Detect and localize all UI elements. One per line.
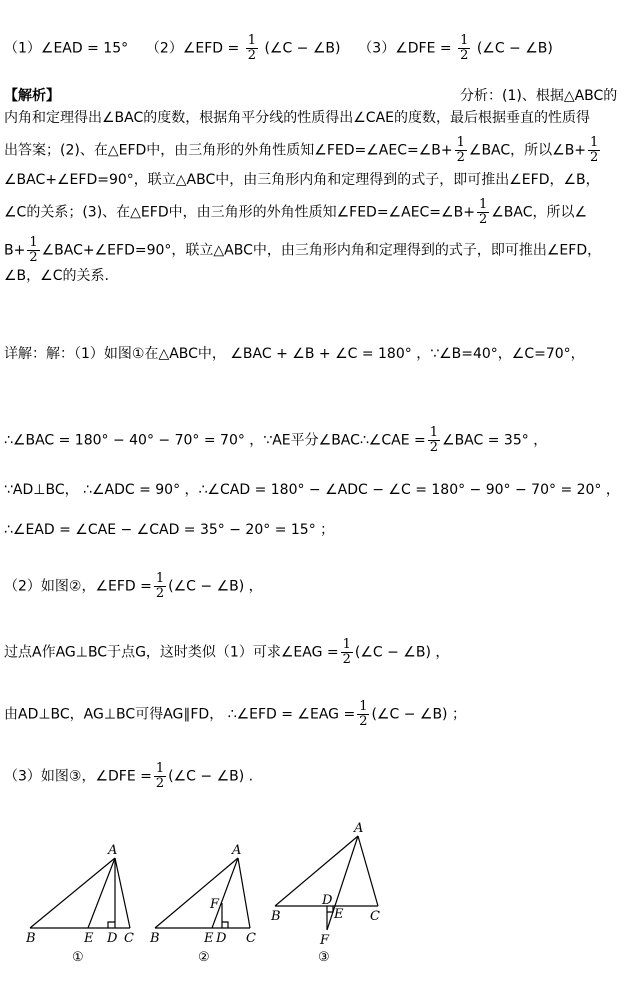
figure-1 bbox=[30, 858, 130, 928]
fraction: $\frac{1}{2}$ bbox=[342, 637, 351, 667]
analysis-line: ∠B，∠C的关系. bbox=[4, 268, 109, 284]
analysis-line: ∠C的关系；(3)、在△EFD中，由三角形的外角性质知∠FED=∠AEC=∠B+ $\frac{1}{2}$ ∠BAC，所以∠ bbox=[4, 197, 588, 227]
fig2-label-F: F bbox=[210, 897, 220, 912]
solution-line: 由AD⊥BC，AG⊥BC可得AG∥FD， ∴∠EFD = ∠EAG = $\frac{1}{2}$ (∠C − ∠B) ； bbox=[4, 699, 466, 729]
solution-line: 详解：解：（1）如图①在△ABC中， ∠BAC + ∠B + ∠C = 180° ，∵∠B=40°，∠C=70°， bbox=[4, 346, 585, 362]
fig3-label-A: A bbox=[354, 821, 364, 836]
fraction: $\frac{1}{2}$ bbox=[460, 33, 469, 63]
fraction: $\frac{1}{2}$ bbox=[590, 135, 599, 165]
answer-part3: （3）∠DFE = bbox=[358, 40, 452, 57]
solution-line: （2）如图②，∠EFD = $\frac{1}{2}$ (∠C − ∠B) ， bbox=[4, 571, 263, 601]
analysis-intro: 分析：(1)、根据△ABC的 bbox=[460, 88, 618, 104]
fig1-label-B: B bbox=[26, 931, 36, 946]
solution-line: ∴∠BAC = 180° − 40° − 70° = 70° ，∵AE平分∠BAC∴∠CAE = $\frac{1}{2}$ ∠BAC = 35° ， bbox=[4, 425, 548, 455]
fig3-label-C: C bbox=[370, 909, 380, 924]
analysis-heading: 【解析】 bbox=[4, 88, 60, 104]
solution-line: 过点A作AG⊥BC于点G，这时类似（1）可求∠EAG = $\frac{1}{2}$ (∠C − ∠B) ， bbox=[4, 637, 450, 667]
fig2-number: ② bbox=[198, 950, 210, 965]
fraction: $\frac{1}{2}$ bbox=[247, 33, 256, 63]
fig2-label-A: A bbox=[232, 843, 242, 858]
fig2-label-D: D bbox=[216, 931, 227, 946]
fraction: $\frac{1}{2}$ bbox=[155, 571, 165, 601]
fig3-label-D: D bbox=[322, 893, 333, 908]
fraction: $\frac{1}{2}$ bbox=[29, 235, 38, 265]
fig2-label-B: B bbox=[150, 931, 160, 946]
fraction: $\frac{1}{2}$ bbox=[155, 761, 165, 791]
fig3-label-F: F bbox=[320, 933, 330, 948]
fig1-number: ① bbox=[72, 950, 84, 965]
fig1-label-C: C bbox=[124, 931, 134, 946]
analysis-line: B+ $\frac{1}{2}$ ∠BAC+∠EFD=90°，联立△ABC中，由三角形内角和定理得到的式子，即可推出∠EFD， bbox=[4, 235, 602, 265]
fig2-label-C: C bbox=[246, 931, 256, 946]
geometry-figures bbox=[0, 818, 630, 988]
fig1-label-D: D bbox=[107, 931, 118, 946]
solution-line: （3）如图③，∠DFE = $\frac{1}{2}$ (∠C − ∠B) . bbox=[4, 761, 254, 791]
fraction: $\frac{1}{2}$ bbox=[429, 425, 439, 455]
analysis-line: 内角和定理得出∠BAC的度数，根据角平分线的性质得出∠CAE的度数，最后根据垂直的性质得 bbox=[4, 110, 591, 126]
fig3-label-E: E bbox=[334, 907, 344, 922]
fig3-label-B: B bbox=[271, 909, 281, 924]
fig1-label-E: E bbox=[84, 931, 94, 946]
fraction: $\frac{1}{2}$ bbox=[359, 699, 368, 729]
fig2-label-E: E bbox=[204, 931, 214, 946]
figure-3 bbox=[275, 836, 378, 930]
solution-line: ∴∠EAD = ∠CAE − ∠CAD = 35° − 20° = 15° ； bbox=[4, 522, 335, 538]
answer-part1: （1）∠EAD = 15° bbox=[4, 40, 129, 57]
fraction: $\frac{1}{2}$ bbox=[478, 197, 488, 227]
figure-2 bbox=[155, 858, 250, 928]
answer-line: （1）∠EAD = 15° （2）∠EFD = $\frac{1}{2}$ (∠C − ∠B) （3）∠DFE = $\frac{1}{2}$ (∠C − ∠B) bbox=[4, 33, 553, 63]
analysis-line: ∠BAC+∠EFD=90°，联立△ABC中，由三角形内角和定理得到的式子，即可推出∠EFD，∠B， bbox=[4, 172, 600, 188]
fraction: $\frac{1}{2}$ bbox=[456, 135, 465, 165]
fig3-number: ③ bbox=[318, 950, 330, 965]
analysis-line: 出答案；(2)、在△EFD中，由三角形的外角性质知∠FED=∠AEC=∠B+ $\frac{1}{2}$ ∠BAC，所以∠B+ $\frac{1}{2}$ bbox=[4, 135, 599, 165]
fig1-label-A: A bbox=[108, 843, 118, 858]
answer-part2: （2）∠EFD = bbox=[145, 40, 240, 57]
solution-line: ∵AD⊥BC， ∴∠ADC = 90° ，∴∠CAD = 180° − ∠ADC − ∠C = 180° − 90° − 70° = 20° ， bbox=[4, 482, 620, 498]
